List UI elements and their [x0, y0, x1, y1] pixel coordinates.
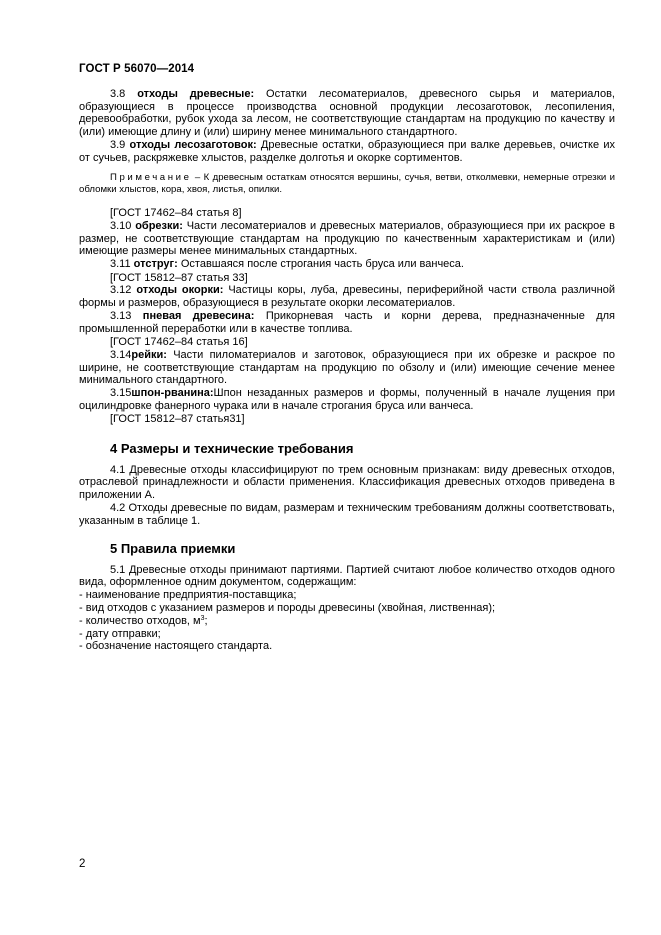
note-label: Примечание — [110, 171, 192, 183]
term: шпон-рванина: — [131, 387, 214, 400]
definition-3-8: 3.8 отходы древесные: Остатки лесоматериалов, древесного сырья и материалов, образующиеся в процессе производства основной продукции лесозаготовок, лесопиления, деревообработки, рубок ухода за лесом, не соответствующие стандартам на продукцию по качеству и (или) имеющие длину и (или) ширину менее минимального стандартного. — [79, 88, 615, 139]
term: отходы окорки: — [136, 284, 224, 297]
term: отходы лесозаготовок: — [129, 139, 257, 152]
term: пневая древесина: — [142, 310, 255, 323]
list-item: - наименование предприятия-поставщика; — [79, 589, 297, 602]
reference: [ГОСТ 15812–87 статья31] — [110, 413, 245, 426]
paragraph-4-2: 4.2 Отходы древесные по видам, размерам и техническим требованиям должны соответствовать, указанным в таблице 1. — [79, 502, 615, 528]
definition-3-9: 3.9 отходы лесозаготовок: Древесные остатки, образующиеся при валке деревьев, очистке их от сучьев, раскряжевке хлыстов, разделке долготья и окорке сортиментов. — [79, 139, 615, 165]
reference: [ГОСТ 17462–84 статья 8] — [110, 207, 242, 220]
list-item: - обозначение настоящего стандарта. — [79, 640, 273, 653]
list-item: - дату отправки; — [79, 627, 161, 640]
definition-3-13: 3.13 пневая древесина: Прикорневая часть и корни дерева, предназначенные для промышленной переработки или в качестве топлива. — [79, 310, 615, 335]
term: рейки: — [131, 348, 167, 361]
paragraph-4-1: 4.1 Древесные отходы классифицируют по трем основным признакам: виду древесных отходов, отраслевой принадлежности и области применения. Классификация древесных отходов приведена в приложении А. — [79, 463, 615, 502]
requirements-list — [79, 589, 615, 653]
definition-3-15: 3.15шпон-рванина:Шпон незаданных размеров и формы, полученный в начале лущения при оцилиндровке фанерного чурака или в начале строгания бруса или ванчеса. — [79, 387, 615, 413]
page-number: 2 — [79, 858, 86, 870]
document-body — [79, 88, 615, 653]
list-item: - количество отходов, $м^3$; — [79, 614, 208, 627]
reference: [ГОСТ 17462–84 статья 16] — [110, 336, 248, 349]
section-5-heading: 5 Правила приемки — [110, 540, 236, 556]
term: отструг: — [133, 258, 178, 271]
section-4-heading: 4 Размеры и технические требования — [110, 441, 354, 457]
term: отходы древесные: — [137, 88, 255, 100]
definition-3-11: 3.11 отструг: Оставшаяся после строгания часть бруса или ванчеса. — [110, 258, 464, 271]
definition-3-10: 3.10 обрезки: Части лесоматериалов и древесных материалов, образующиеся при их раскрое в размер, не соответствующие стандартам на продукцию по качественным характеристикам и (или) имеющие размеры менее минимальных стандартных. — [79, 219, 615, 258]
paragraph-5-1: 5.1 Древесные отходы принимают партиями. Партией считают любое количество отходов одного вида, оформленное одним документом, содержащим: — [79, 563, 615, 589]
list-item: - вид отходов с указанием размеров и породы древесины (хвойная, лиственная); — [79, 602, 496, 615]
unit-superscript: 3 — [200, 614, 205, 622]
definition-3-12: 3.12 отходы окорки: Частицы коры, луба, древесины, периферийной части ствола различной формы и размеров, образующиеся в результате окорки лесоматериалов. — [79, 284, 615, 310]
document-header: ГОСТ Р 56070—2014 — [79, 63, 195, 75]
note: Примечание – К древесным остаткам относятся вершины, сучья, ветви, отколмевки, немерные отрезки и обломки хлыстов, кора, хвоя, листья, опилки. — [79, 171, 615, 195]
reference: [ГОСТ 15812–87 статья 33] — [110, 271, 248, 284]
term: обрезки: — [135, 219, 183, 232]
definition-3-14: 3.14рейки: Части пиломатериалов и заготовок, образующиеся при их обрезке и раскрое по ширине, не соответствующие стандартам на продукцию по обзолу и (или) имеющие сечение менее минимального стандартного. — [79, 348, 615, 387]
